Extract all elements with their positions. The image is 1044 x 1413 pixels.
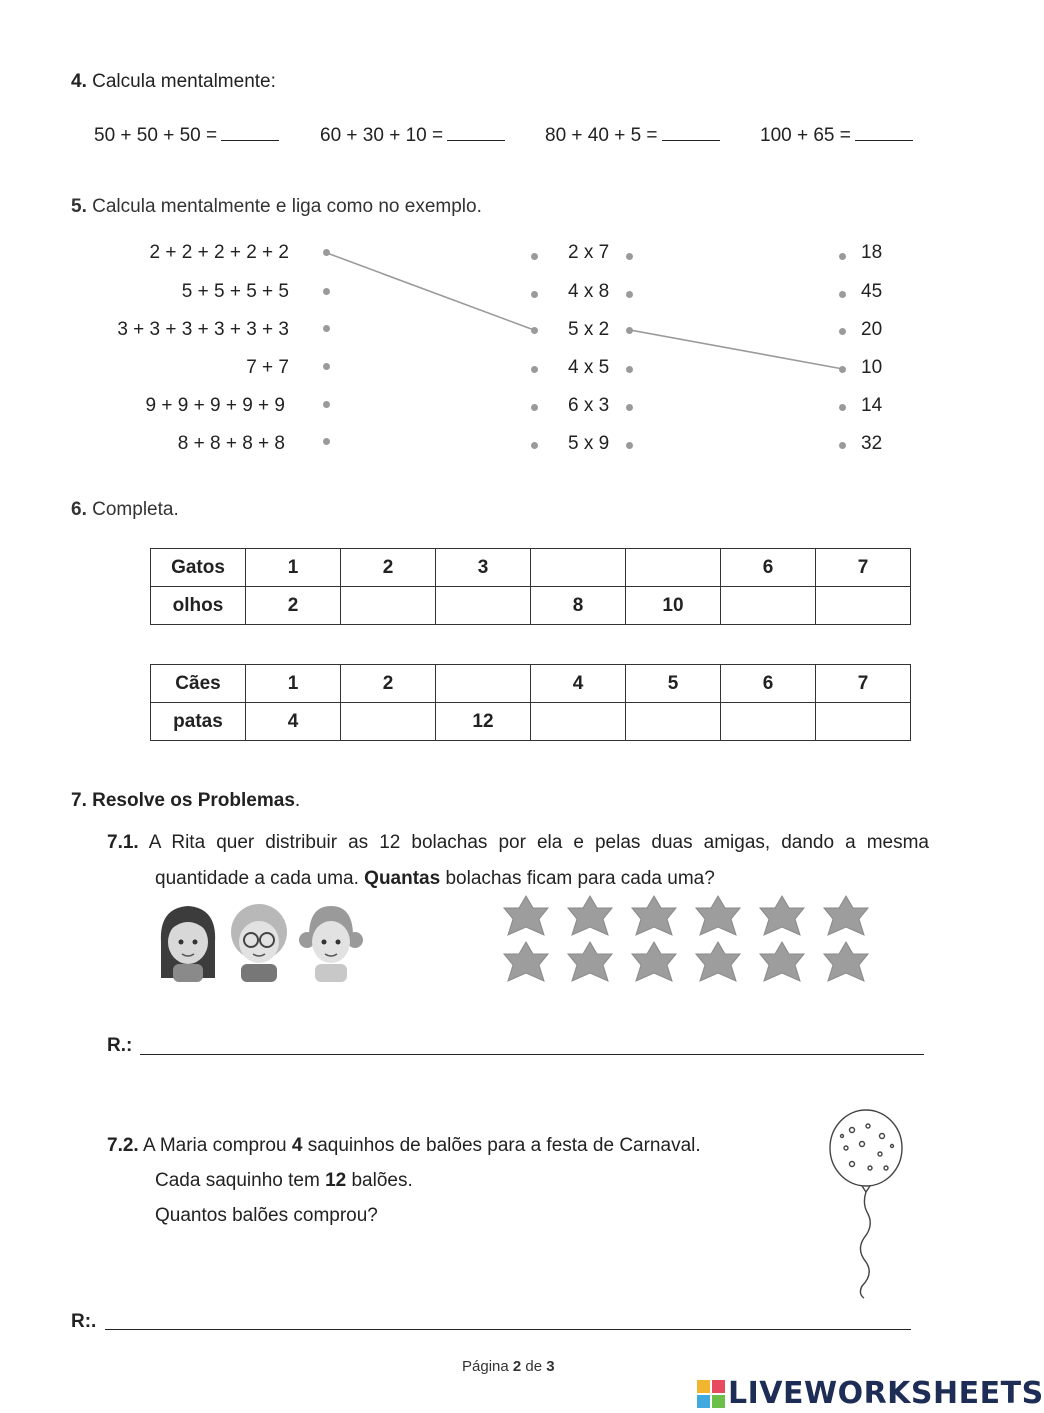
- cookie-icon: [760, 896, 804, 935]
- right-value-4: 10: [861, 357, 883, 378]
- right-dot[interactable]: [839, 253, 846, 260]
- answer-cell[interactable]: [341, 587, 436, 625]
- cookie-icon: [760, 942, 804, 981]
- page-number: Página 2 de 3: [462, 1358, 555, 1375]
- answer-cell[interactable]: [721, 587, 816, 625]
- cookie-icon: [504, 942, 548, 981]
- middle-expr-6: 5 x 9: [568, 433, 610, 454]
- right-value-3: 20: [861, 319, 883, 340]
- q6-heading: 6. Completa.: [71, 499, 179, 520]
- left-expr-6: 8 + 8 + 8 + 8: [177, 433, 285, 454]
- three-girls-illustration: [155, 902, 365, 984]
- balloon-illustration: [822, 1108, 912, 1303]
- right-dot[interactable]: [839, 328, 846, 335]
- left-expr-2: 5 + 5 + 5 + 5: [181, 281, 289, 302]
- problem-7-2-line2: Cada saquinho tem 12 balões.: [155, 1170, 413, 1191]
- middle-expr-5: 6 x 3: [568, 395, 610, 416]
- answer-cell[interactable]: [626, 549, 721, 587]
- table-cell: 6: [721, 549, 816, 587]
- header-cell: patas: [151, 703, 246, 741]
- answer-line-7-1[interactable]: [140, 1054, 924, 1055]
- brand-name: LIVEWORKSHEETS: [728, 1376, 1044, 1411]
- answer-cell[interactable]: [436, 587, 531, 625]
- middle-expr-4: 4 x 5: [568, 357, 610, 378]
- answer-cell[interactable]: [436, 665, 531, 703]
- table-row: [151, 587, 911, 625]
- cookie-icon: [568, 942, 612, 981]
- answer-cell[interactable]: [531, 549, 626, 587]
- left-dot[interactable]: [323, 438, 330, 445]
- answer-cell[interactable]: [721, 703, 816, 741]
- middle-in-dot[interactable]: [531, 253, 538, 260]
- right-dot[interactable]: [839, 291, 846, 298]
- problem-7-1-line1: 7.1. A Rita quer distribuir as 12 bolachas por ela e pelas duas amigas, dando a mesma: [107, 832, 929, 853]
- cookies-illustration: [500, 893, 880, 988]
- cookie-icon: [696, 942, 740, 981]
- answer-line-7-2[interactable]: [105, 1329, 911, 1330]
- girl-1-icon: [161, 906, 215, 982]
- middle-in-dot[interactable]: [531, 442, 538, 449]
- table-cell: 7: [816, 665, 911, 703]
- header-cell: Cães: [151, 665, 246, 703]
- header-cell: olhos: [151, 587, 246, 625]
- q4-item-3: 80 + 40 + 5 =: [545, 124, 720, 147]
- right-dot[interactable]: [839, 404, 846, 411]
- middle-out-dot[interactable]: [626, 253, 633, 260]
- right-dot[interactable]: [839, 442, 846, 449]
- balloon-icon: [830, 1110, 902, 1298]
- table-cell: 4: [246, 703, 341, 741]
- example-line-2: [630, 330, 843, 369]
- middle-expr-3: 5 x 2: [568, 319, 610, 340]
- answer-cell[interactable]: [531, 703, 626, 741]
- header-cell: Gatos: [151, 549, 246, 587]
- answer-label-7-2: R:.: [71, 1311, 97, 1332]
- girl-3-icon: [299, 906, 363, 982]
- right-value-2: 45: [861, 281, 883, 302]
- table-cell: 1: [246, 665, 341, 703]
- cookie-icon: [824, 942, 868, 981]
- cookie-icon: [632, 896, 676, 935]
- table-row: [151, 549, 911, 587]
- middle-out-dot[interactable]: [626, 327, 633, 334]
- left-expr-1: 2 + 2 + 2 + 2 + 2: [149, 242, 289, 263]
- girl-2-icon: [231, 904, 287, 982]
- problem-7-2-line1: 7.2. A Maria comprou 4 saquinhos de balões para a festa de Carnaval.: [107, 1135, 701, 1156]
- answer-cell[interactable]: [626, 703, 721, 741]
- problem-7-2-line3: Quantos balões comprou?: [155, 1205, 378, 1226]
- right-dot[interactable]: [839, 366, 846, 373]
- table-cell: 7: [816, 549, 911, 587]
- table-cell: 12: [436, 703, 531, 741]
- cats-eyes-table: [150, 548, 911, 625]
- right-value-5: 14: [861, 395, 883, 416]
- left-dot[interactable]: [323, 288, 330, 295]
- middle-in-dot[interactable]: [531, 291, 538, 298]
- table-cell: 4: [531, 665, 626, 703]
- table-cell: 6: [721, 665, 816, 703]
- cookie-icon: [824, 896, 868, 935]
- lws-icon: [696, 1379, 726, 1409]
- table-cell: 2: [246, 587, 341, 625]
- table-cell: 2: [341, 665, 436, 703]
- example-line-1: [327, 253, 534, 330]
- middle-in-dot[interactable]: [531, 404, 538, 411]
- answer-label-7-1: R.:: [107, 1035, 133, 1056]
- left-dot[interactable]: [323, 325, 330, 332]
- table-row: [151, 703, 911, 741]
- middle-out-dot[interactable]: [626, 291, 633, 298]
- q4-item-4: 100 + 65 =: [760, 124, 913, 147]
- answer-cell[interactable]: [816, 587, 911, 625]
- cookie-icon: [632, 942, 676, 981]
- q4-heading: 4. Calcula mentalmente:: [71, 71, 276, 92]
- middle-in-dot[interactable]: [531, 366, 538, 373]
- cookie-icon: [696, 896, 740, 935]
- q5-heading: 5. Calcula mentalmente e liga como no exemplo.: [71, 196, 482, 217]
- left-dot[interactable]: [323, 249, 330, 256]
- cookie-icon: [504, 896, 548, 935]
- middle-out-dot[interactable]: [626, 366, 633, 373]
- right-value-6: 32: [861, 433, 883, 454]
- left-dot[interactable]: [323, 363, 330, 370]
- middle-expr-2: 4 x 8: [568, 281, 610, 302]
- answer-cell[interactable]: [816, 703, 911, 741]
- table-cell: 8: [531, 587, 626, 625]
- dogs-legs-table: [150, 664, 911, 741]
- table-cell: 3: [436, 549, 531, 587]
- liveworksheets-logo: [696, 1376, 1044, 1411]
- middle-expr-1: 2 x 7: [568, 242, 610, 263]
- table-cell: 10: [626, 587, 721, 625]
- left-dot[interactable]: [323, 401, 330, 408]
- table-cell: 2: [341, 549, 436, 587]
- q7-heading: 7. Resolve os Problemas.: [71, 790, 301, 811]
- q4-item-2: 60 + 30 + 10 =: [320, 124, 505, 147]
- problem-7-1-line2: quantidade a cada uma. Quantas bolachas ficam para cada uma?: [155, 868, 715, 889]
- left-expr-3: 3 + 3 + 3 + 3 + 3 + 3: [117, 319, 289, 340]
- table-cell: 5: [626, 665, 721, 703]
- cookie-icon: [568, 896, 612, 935]
- middle-out-dot[interactable]: [626, 404, 633, 411]
- left-expr-5: 9 + 9 + 9 + 9 + 9: [145, 395, 285, 416]
- q4-item-1: 50 + 50 + 50 =: [94, 124, 279, 147]
- right-value-1: 18: [861, 242, 883, 263]
- middle-out-dot[interactable]: [626, 442, 633, 449]
- left-expr-4: 7 + 7: [246, 357, 289, 378]
- table-row: [151, 665, 911, 703]
- middle-in-dot[interactable]: [531, 327, 538, 334]
- answer-cell[interactable]: [341, 703, 436, 741]
- table-cell: 1: [246, 549, 341, 587]
